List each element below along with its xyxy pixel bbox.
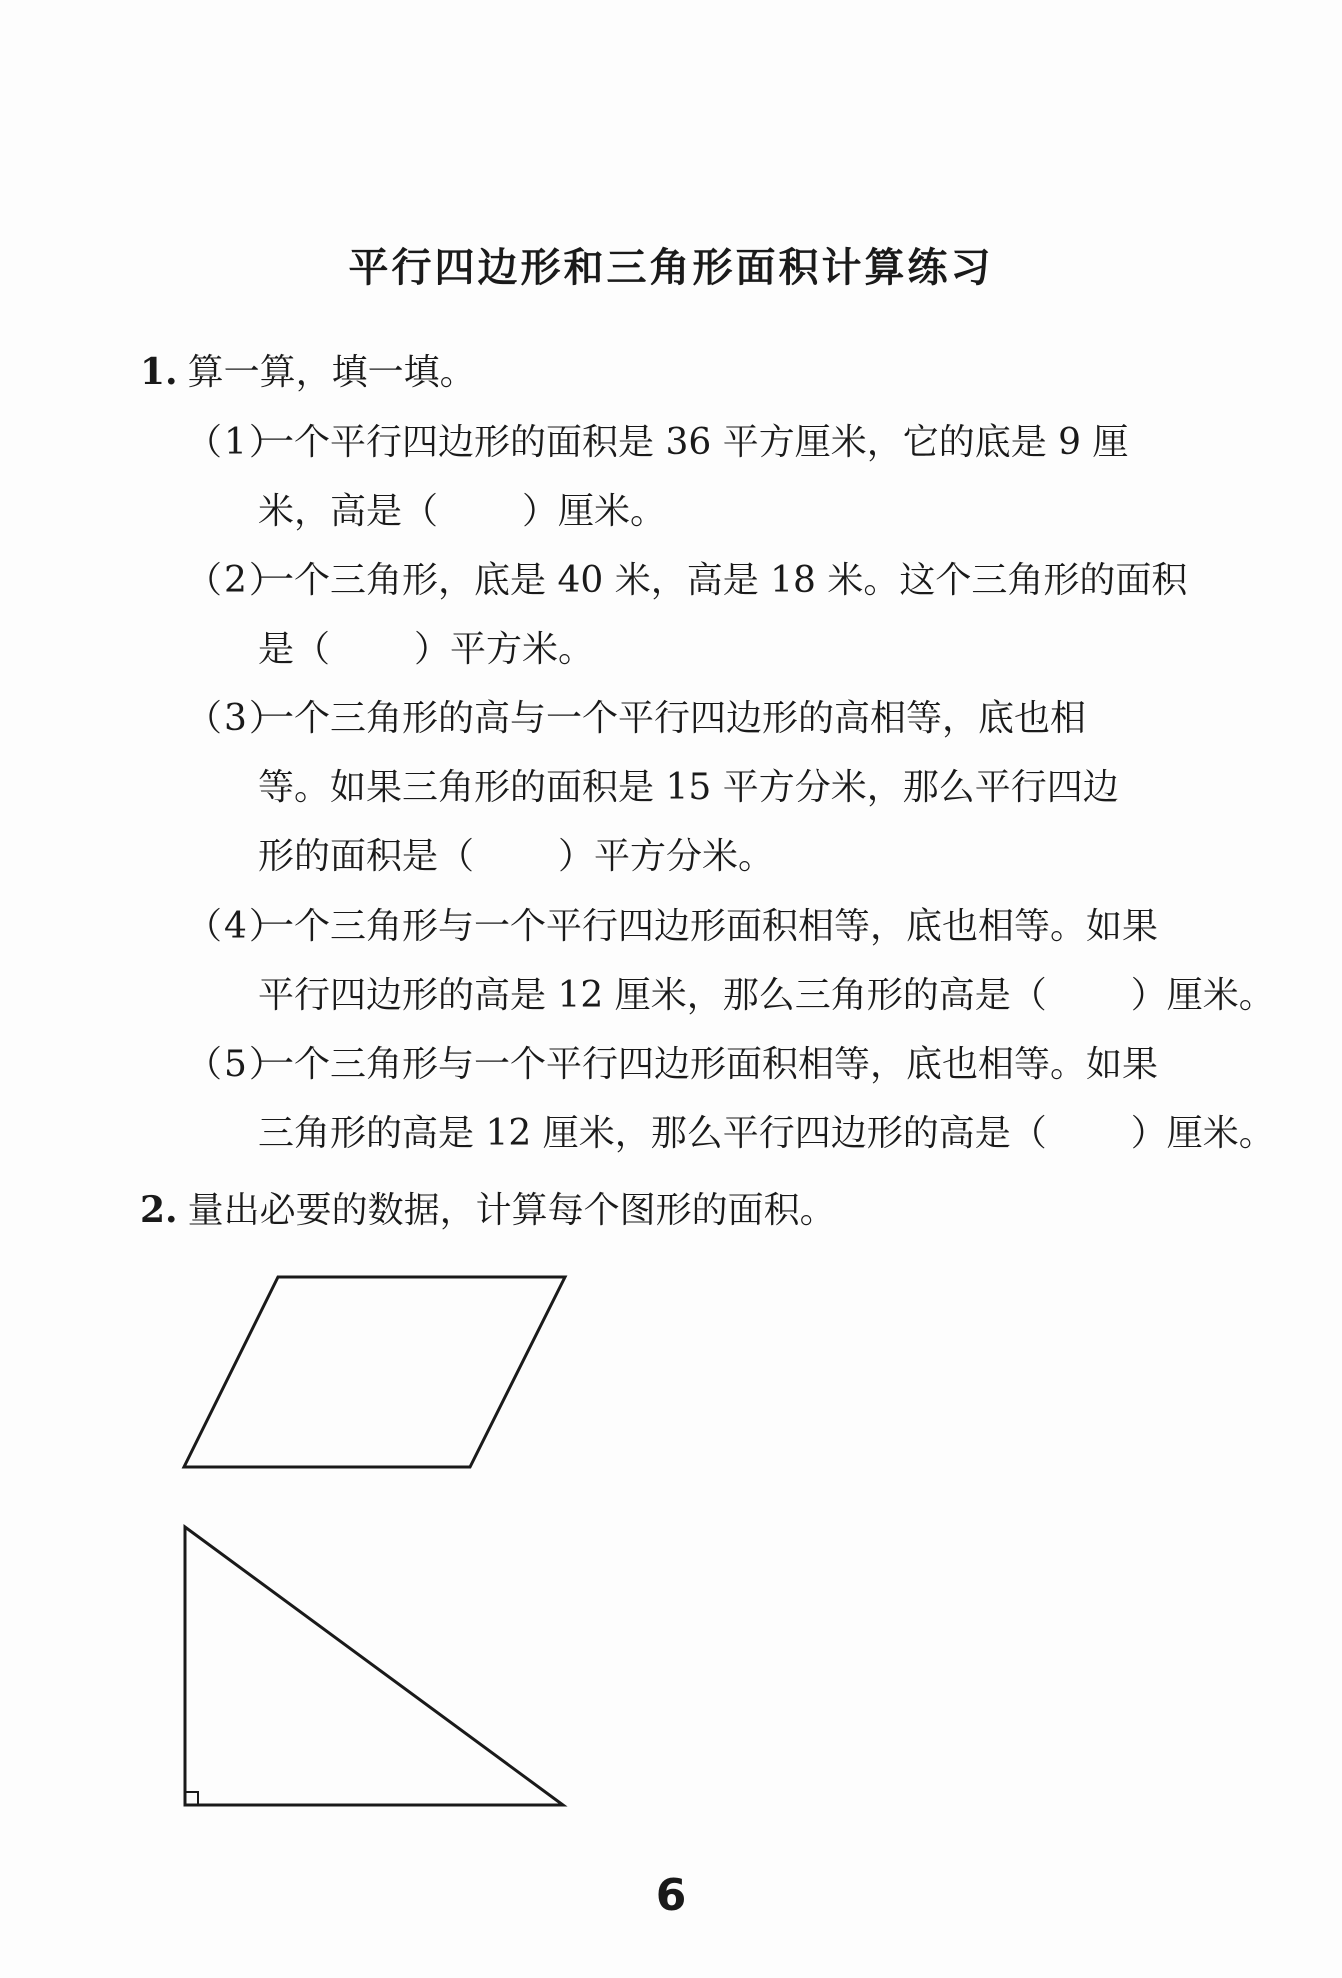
item-text: 米，高是（ [258,491,439,532]
parallelogram-figure [184,1277,565,1467]
question-2-instruction: 量出必要的数据，计算每个图形的面积。 [187,1190,836,1231]
item-index: （4） [186,906,287,947]
item-index: （5） [186,1044,287,1085]
item-index: （2） [186,560,287,601]
item-text: 一个三角形与一个平行四边形面积相等，底也相等。如果 [258,1044,1159,1085]
item-text: 是（ [258,629,331,670]
item-text: 一个平行四边形的面积是 36 平方厘米，它的底是 9 厘 [258,422,1129,463]
item-text: ）平方米。 [414,629,595,670]
item-text: 平行四边形的高是 12 厘米，那么三角形的高是（ [258,975,1047,1016]
item-text: ）平方分米。 [558,836,775,877]
item-text: 形的面积是（ [258,836,475,877]
right-angle-marker [185,1792,198,1805]
item-text: 一个三角形，底是 40 米，高是 18 米。这个三角形的面积 [258,560,1188,601]
item-text: 一个三角形的高与一个平行四边形的高相等，底也相 [258,698,1087,739]
item-text: ）厘米。 [522,491,667,532]
item-text: 一个三角形与一个平行四边形面积相等，底也相等。如果 [258,906,1159,947]
right-triangle-figure [185,1527,563,1805]
item-text: ）厘米。 [1130,975,1275,1016]
question-1-instruction: 算一算，填一填。 [187,352,476,393]
item-index: （1） [186,422,287,463]
question-2-number: 2. [140,1189,178,1231]
question-1-number: 1. [140,351,178,393]
page-title: 平行四边形和三角形面积计算练习 [348,245,994,291]
item-index: （3） [186,698,287,739]
item-text: ）厘米。 [1130,1113,1275,1154]
item-text: 等。如果三角形的面积是 15 平方分米，那么平行四边 [258,767,1119,808]
item-text: 三角形的高是 12 厘米，那么平行四边形的高是（ [258,1113,1047,1154]
page-number: 6 [655,1870,687,1921]
